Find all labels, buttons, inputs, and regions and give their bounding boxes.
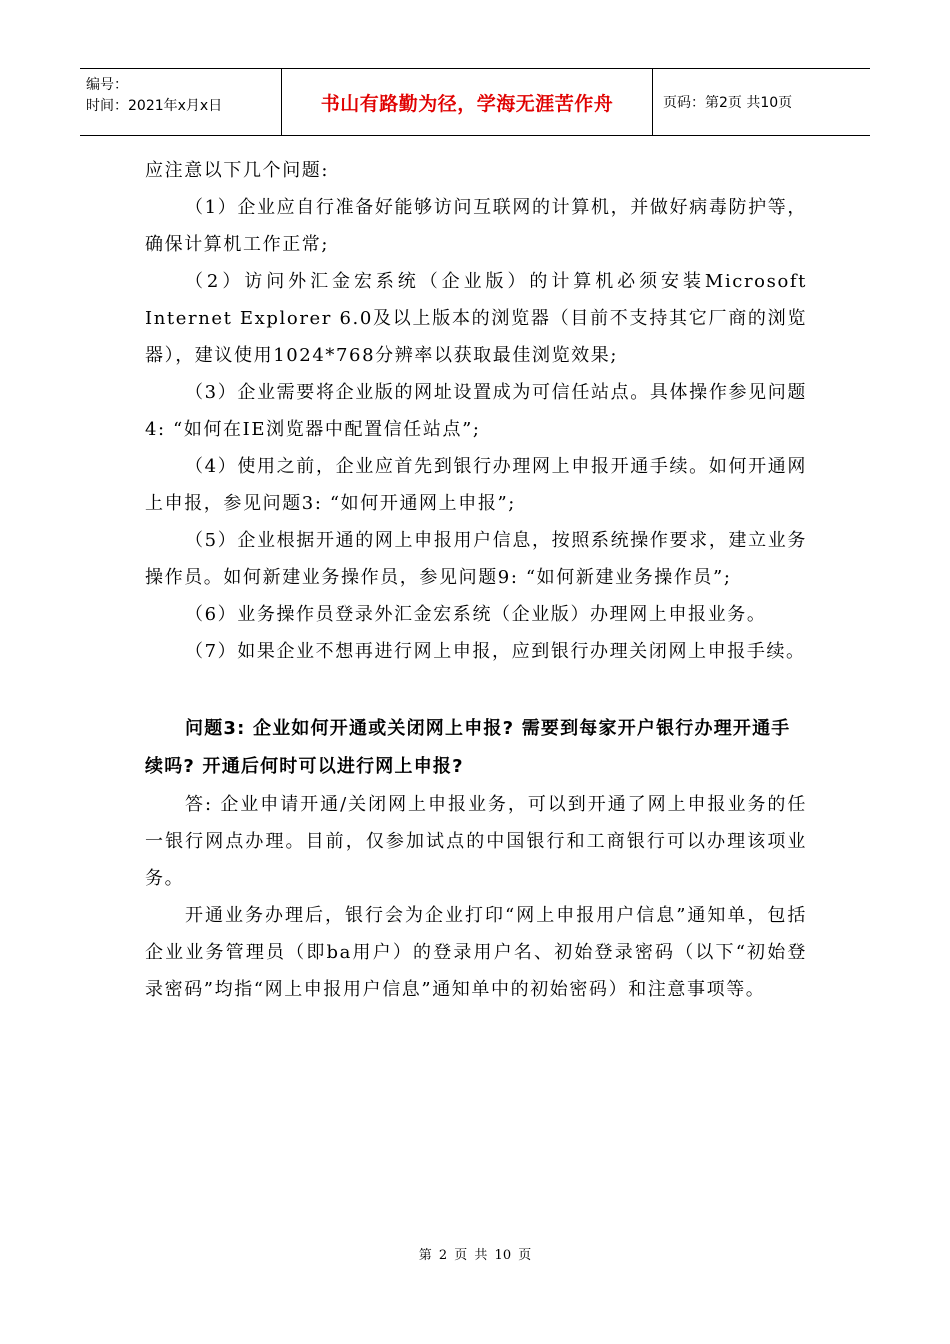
header-motto: 书山有路勤为径，学海无涯苦作舟 bbox=[320, 92, 614, 115]
answer-paragraph: 开通业务办理后，银行会为企业打印“网上申报用户信息”通知单，包括企业业务管理员（即ba用户）的登录用户名、初始登录密码（以下“初始登录密码”均指“网上申报用户信息”通知单中的初始密码）和注意事项等。 bbox=[145, 905, 807, 1000]
intro-paragraph: 应注意以下几个问题: bbox=[145, 160, 330, 181]
list-item: （6）业务操作员登录外汇金宏系统（企业版）办理网上申报业务。 bbox=[185, 604, 767, 625]
header-meta bbox=[80, 69, 282, 135]
page-footer: 第 2 页 共 10 页 bbox=[418, 1248, 532, 1263]
list-item: （1）企业应自行准备好能够访问互联网的计算机，并做好病毒防护等，确保计算机工作正常; bbox=[145, 197, 807, 255]
list-item: （4）使用之前，企业应首先到银行办理网上申报开通手续。如何开通网上申报，参见问题3: “如何开通网上申报”; bbox=[145, 456, 807, 514]
doc-time-label: 时间：2021年x月x日 bbox=[86, 98, 223, 114]
list-item: （7）如果企业不想再进行网上申报，应到银行办理关闭网上申报手续。 bbox=[185, 641, 806, 662]
list-item: （3）企业需要将企业版的网址设置成为可信任站点。具体操作参见问题4: “如何在IE浏览器中配置信任站点”; bbox=[145, 382, 807, 440]
question-heading: 问题3: 企业如何开通或关闭网上申报? 需要到每家开户银行办理开通手续吗? 开通后何时可以进行网上申报? bbox=[145, 718, 791, 777]
header-page-info: 页码：第2页 共10页 bbox=[663, 95, 793, 111]
doc-number-label: 编号： bbox=[86, 77, 128, 93]
answer-paragraph: 答: 企业申请开通/关闭网上申报业务，可以到开通了网上申报业务的任一银行网点办理。目前，仅参加试点的中国银行和工商银行可以办理该项业务。 bbox=[145, 794, 807, 889]
header-motto-cell bbox=[282, 69, 653, 135]
list-item: （5）企业根据开通的网上申报用户信息，按照系统操作要求，建立业务操作员。如何新建业务操作员，参见问题9: “如何新建业务操作员”; bbox=[145, 530, 807, 588]
section-spacer bbox=[145, 670, 807, 710]
document-body bbox=[145, 152, 807, 1008]
page-header bbox=[80, 68, 870, 136]
list-item: （2）访问外汇金宏系统（企业版）的计算机必须安装Microsoft Internet Explorer 6.0及以上版本的浏览器（目前不支持其它厂商的浏览器），建议使用1024*768分辨率以获取最佳浏览效果; bbox=[145, 271, 807, 366]
